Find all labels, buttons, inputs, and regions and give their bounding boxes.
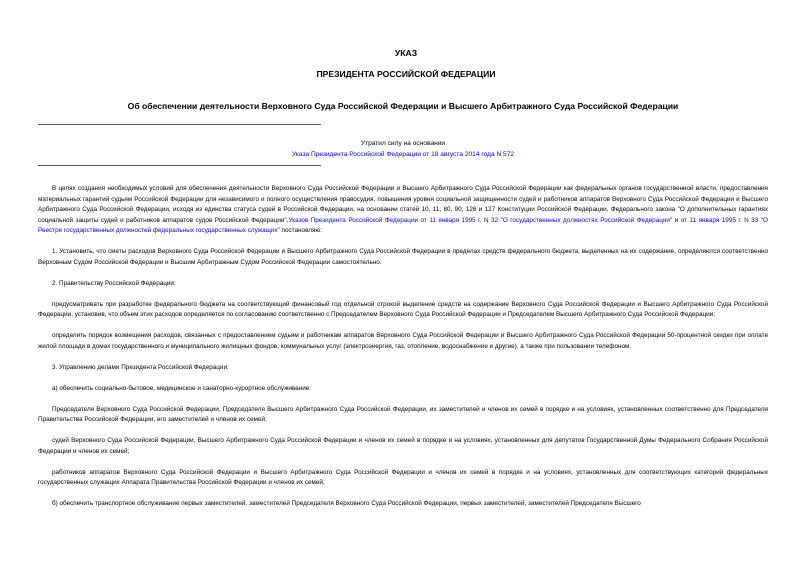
issuer-heading: ПРЕЗИДЕНТА РОССИЙСКОЙ ФЕДЕРАЦИИ	[316, 69, 496, 79]
lost-force-line	[38, 150, 768, 159]
paragraph-gap	[38, 489, 768, 500]
paragraph-2: 2. Правительству Российской Федерации:	[52, 279, 176, 287]
paragraph-3a-chairmen: Председателя Верховного Суда Российской Федерации, Председателя Высшего Арбитражного Суда Российской Федерации, их заместителей и членов их семей в порядке и на условиях, установленных соответственно для Председателя Правительства Российской Федерации, его заместителей и членов их семей;	[38, 405, 768, 423]
lost-force-link[interactable]: Указа Президента Российской Федерации от 18 августа 2014 года N 572	[291, 151, 515, 158]
paragraph-gap	[38, 352, 768, 363]
paragraph-gap	[38, 268, 768, 279]
decree-33-link[interactable]: от 11 января 1995 г. N 33 "О Реестре государственных должностей федеральных государственных служащих"	[38, 216, 768, 234]
paragraph-2-item-budget: предусматривать при разработке федерального бюджета на соответствующий финансовый год отдельной строкой выделение средств на содержание Верховного Суда Российской Федерации и Высшего Арбитражного Суда Российской Федерации, установив, что объем этих расходов определяется по согласованию соответственно с Председателем Верховного Суда Российской Федерации и Председателем Высшего Арбитражного Суда Российской Федерации;	[38, 300, 768, 318]
document-type-heading: УКАЗ	[394, 48, 418, 58]
divider-bottom	[38, 165, 321, 166]
paragraph-gap	[38, 289, 768, 300]
paragraph-3a-judges: судей Верховного Суда Российской Федерации, Высшего Арбитражного Суда Российской Федерации и членов их семей в порядке и на условиях, установленных для депутатов Государственной Думы Федерального Собрания Российской Федерации и членов их семей;	[38, 437, 768, 455]
divider-top	[38, 124, 321, 125]
preamble-text-b: и	[672, 216, 681, 224]
paragraph-gap	[38, 373, 768, 384]
paragraph-gap	[38, 426, 768, 437]
paragraph-3a: а) обеспечить социально-бытовое, медицинское и санаторно-курортное обслуживание:	[52, 384, 312, 392]
preamble-text-a: В целях создания необходимых условий для обеспечения деятельности Верховного Суда Российской Федерации и Высшего Арбитражного Суда Российской Федерации как федеральных органов государственной власти, предоставления материальных гарантий судьям Российской Федерации для независимого и полного осуществления правосудия, повышения уровня социальной защищенности судей и работников аппаратов Верховного Суда Российской Федерации и Высшего Арбитражного Суда Российской Федерации, исходя из единства статуса судей в Российской Федерации, на основании статей 10, 11, 80, 90, 126 и 127 Конституции Российской Федерации, Федерального закона "О дополнительных гарантиях социальной защиты судей и работников аппаратов судов Российской Федерации",	[38, 185, 768, 224]
document-title: Об обеспечении деятельности Верховного Суда Российской Федерации и Высшего Арбитражного Суда Российской Федерации	[127, 101, 679, 111]
decree-32-link[interactable]: Указов Президента Российской Федерации от 11 января 1995 г. N 32 "О государственных должностях Российской Федерации"	[288, 216, 673, 224]
paragraph-3b: б) обеспечить транспортное обслуживание первых заместителей, заместителей Председателя Верховного Суда Российской Федерации, первых заместителей, заместителей Председателя Высшего	[52, 500, 641, 507]
paragraph-1: 1. Установить, что сметы расходов Верховного Суда Российской Федерации и Высшего Арбитражного Суда Российской Федерации в пределах средств федерального бюджета, выделенных на их содержание, определяются соответственно Верховным Судом Российской Федерации и Высшим Арбитражным Судом Российской Федерации самостоятельно.	[38, 248, 768, 266]
paragraph-gap	[38, 394, 768, 405]
paragraph-gap	[38, 321, 768, 332]
document-body	[38, 184, 768, 510]
paragraph-3a-staff: работников аппаратов Верховного Суда Российской Федерации и Высшего Арбитражного Суда Российской Федерации и членов их семей в порядке и на условиях, установленных для соответствующих категорий федеральных государственных служащих Аппарата Правительства Российской Федерации и членов их семей;	[38, 468, 768, 486]
paragraph-2-item-discount: определить порядок возмещения расходов, связанных с предоставлением судьям и работникам аппаратов Верховного Суда Российской Федерации и Высшего Арбитражного Суда Российской Федерации 50-процентной скидки при оплате жилой площади в домах государственного и муниципального жилищных фондов, коммунальных услуг (электроэнергия, газ, отопление, водоснабжение и другие), а также при пользовании телефоном.	[38, 332, 768, 350]
paragraph-3: 3. Управлению делами Президента Российской Федерации:	[52, 363, 229, 371]
preamble-paragraph	[38, 184, 768, 237]
preamble-text-c: постановляю:	[279, 227, 322, 234]
paragraph-gap	[38, 457, 768, 468]
lost-force-note: Утратил силу на основании	[360, 140, 446, 147]
paragraph-gap	[38, 237, 768, 248]
